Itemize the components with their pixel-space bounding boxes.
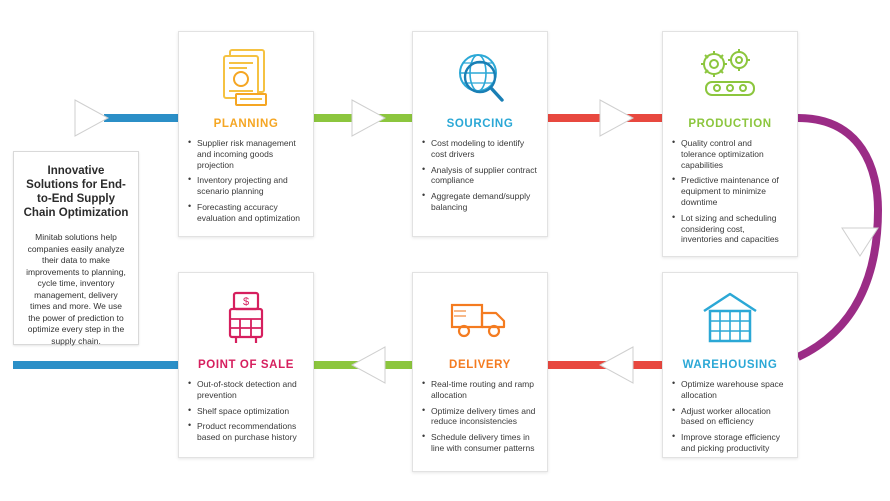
stage-bullet-list bbox=[179, 138, 313, 224]
arrow-sourcing-to-production bbox=[600, 100, 633, 136]
warehouse-icon bbox=[663, 273, 797, 357]
stage-card-sourcing[interactable] bbox=[412, 31, 548, 237]
gears-conveyor-icon bbox=[663, 32, 797, 116]
stage-bullet-list bbox=[413, 379, 547, 454]
stage-bullet-list bbox=[663, 138, 797, 245]
list-item: • Shelf space optimization bbox=[197, 406, 303, 417]
intro-title: Innovative Solutions for End-to-End Supply Chain Optimization bbox=[23, 165, 129, 219]
stage-card-planning[interactable] bbox=[178, 31, 314, 237]
stage-title: PLANNING bbox=[213, 118, 279, 130]
intro-card bbox=[13, 151, 139, 345]
intro-body: Minitab solutions help companies easily analyze their data to make improvements to planning, cycle time, inventory management, delivery times and more. We use the power of prediction to optimize every step in the supply chain. bbox=[26, 232, 126, 346]
list-item: • Optimize warehouse space allocation bbox=[681, 379, 787, 401]
arrow-warehousing-to-delivery bbox=[600, 347, 633, 383]
delivery-truck-icon bbox=[413, 273, 547, 357]
stage-card-warehousing[interactable] bbox=[662, 272, 798, 458]
stage-title: SOURCING bbox=[446, 118, 514, 130]
list-item: • Forecasting accuracy evaluation and optimization bbox=[197, 202, 303, 224]
list-item: • Improve storage efficiency and picking productivity bbox=[681, 432, 787, 454]
list-item: • Schedule delivery times in line with consumer patterns bbox=[431, 432, 537, 454]
list-item: • Out-of-stock detection and prevention bbox=[197, 379, 303, 401]
stage-title: DELIVERY bbox=[449, 359, 511, 371]
cash-register-icon bbox=[179, 273, 313, 357]
stage-bullet-list bbox=[179, 379, 313, 443]
stage-bullet-list bbox=[663, 379, 797, 454]
list-item: • Inventory projecting and scenario planning bbox=[197, 175, 303, 197]
list-item: • Real-time routing and ramp allocation bbox=[431, 379, 537, 401]
stage-title: WAREHOUSING bbox=[682, 359, 778, 371]
list-item: • Product recommendations based on purchase history bbox=[197, 421, 303, 443]
connector-pos-to-end bbox=[13, 361, 178, 369]
arrow-intro-to-planning bbox=[75, 100, 108, 136]
svg-text:$: $ bbox=[242, 296, 250, 308]
globe-magnifier-icon bbox=[413, 32, 547, 116]
connector-intro-to-planning bbox=[104, 114, 178, 122]
stage-card-production[interactable] bbox=[662, 31, 798, 257]
stage-title: PRODUCTION bbox=[688, 118, 772, 130]
list-item: • Supplier risk management and incoming goods projection bbox=[197, 138, 303, 170]
arrow-delivery-to-pos bbox=[352, 347, 385, 383]
stage-bullet-list bbox=[413, 138, 547, 213]
list-item: • Aggregate demand/supply balancing bbox=[431, 191, 537, 213]
documents-chart-icon bbox=[179, 32, 313, 116]
list-item: • Optimize delivery times and reduce inconsistencies bbox=[431, 406, 537, 428]
stage-card-delivery[interactable] bbox=[412, 272, 548, 472]
list-item: • Predictive maintenance of equipment to minimize downtime bbox=[681, 175, 787, 207]
stage-card-point-of-sale[interactable] bbox=[178, 272, 314, 458]
list-item: • Analysis of supplier contract compliance bbox=[431, 165, 537, 187]
arrow-planning-to-sourcing bbox=[352, 100, 385, 136]
list-item: • Lot sizing and scheduling considering cost, inventories and capacities bbox=[681, 213, 787, 245]
list-item: • Cost modeling to identify cost drivers bbox=[431, 138, 537, 160]
list-item: • Adjust worker allocation based on efficiency bbox=[681, 406, 787, 428]
list-item: • Quality control and tolerance optimization capabilities bbox=[681, 138, 787, 170]
stage-title: POINT OF SALE bbox=[198, 359, 294, 371]
